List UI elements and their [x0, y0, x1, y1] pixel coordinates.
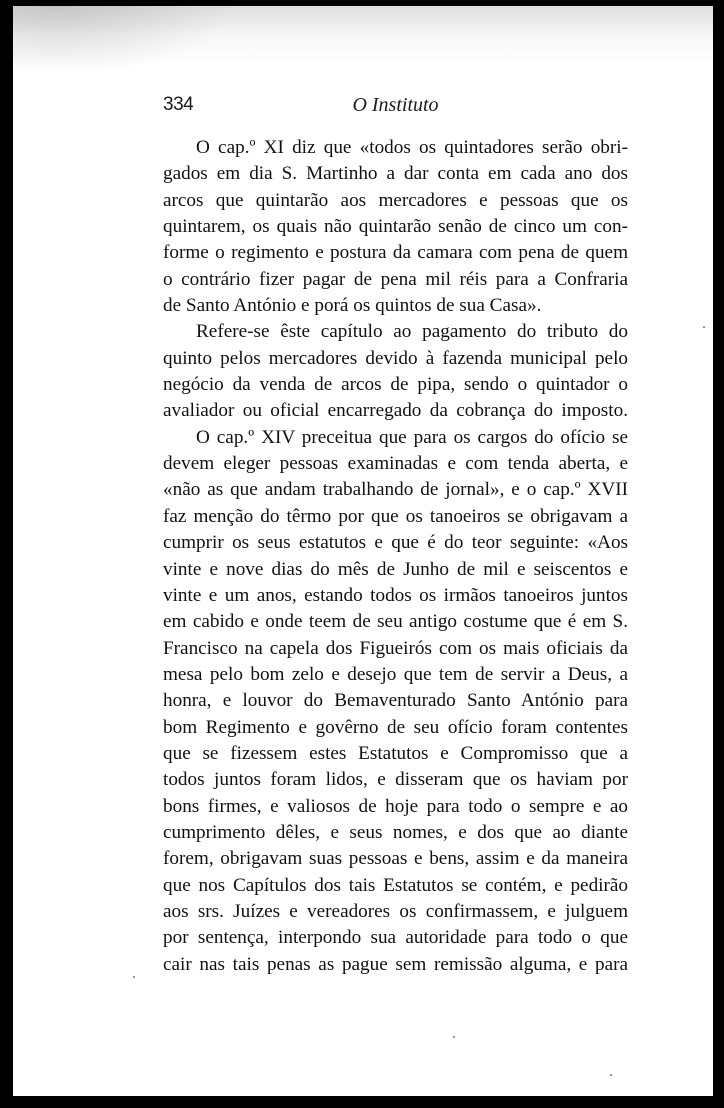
- text-line: faz menção do têrmo por que os tanoeiros se obrigavam a: [163, 505, 628, 527]
- scan-speck: [610, 1074, 612, 1076]
- scanned-page: [13, 6, 713, 1096]
- text-line: avaliador ou oficial encarregado da cobrança do imposto.: [163, 400, 628, 422]
- text-line: de Santo António e porá os quintos de sua Casa».: [163, 295, 542, 317]
- text-line: cumprir os seus estatutos e que é do teor seguinte: «Aos: [163, 532, 628, 554]
- text-line: honra, e louvor do Bemaventurado Santo António para: [163, 690, 628, 712]
- text-line: forme o regimento e postura da camara com pena de quem: [163, 242, 628, 264]
- text-line: forem, obrigavam suas pessoas e bens, assim e da maneira: [163, 848, 628, 870]
- running-title: O Instituto: [352, 94, 439, 116]
- text-line: por sentença, interpondo sua autoridade para todo o que: [163, 927, 628, 949]
- text-line: cumprimento dêles, e seus nomes, e dos que ao diante: [163, 821, 628, 843]
- text-line: quinto pelos mercadores devido à fazenda municipal pelo: [163, 347, 628, 369]
- scan-speck: [453, 1036, 455, 1038]
- text-line: bom Regimento e govêrno de seu ofício foram contentes: [163, 716, 628, 738]
- text-line: Refere-se êste capítulo ao pagamento do tributo do: [196, 321, 628, 343]
- text-line: cair nas tais penas as pague sem remissão alguma, e para: [163, 953, 628, 975]
- text-line: quintarem, os quais não quintarão senão de cinco um con-: [163, 216, 628, 238]
- text-line: aos srs. Juízes e vereadores os confirmassem, e julguem: [163, 900, 628, 922]
- text-line: que nos Capítulos dos tais Estatutos se contém, e pedirão: [163, 874, 628, 896]
- text-line: vinte e nove dias do mês de Junho de mil e seiscentos e: [163, 558, 628, 580]
- text-line: bons firmes, e valiosos de hoje para todo o sempre e ao: [163, 795, 628, 817]
- text-line: que se fizessem estes Estatutos e Compromisso que a: [163, 742, 628, 764]
- text-line: arcos que quintarão aos mercadores e pessoas que os: [163, 189, 628, 211]
- text-line: gados em dia S. Martinho a dar conta em cada ano dos: [163, 163, 628, 185]
- text-line: negócio da venda de arcos de pipa, sendo o quintador o: [163, 374, 628, 396]
- text-line: O cap.º XIV preceitua que para os cargos do ofício se: [196, 426, 628, 448]
- text-line: mesa pelo bom zelo e desejo que tem de servir a Deus, a: [163, 663, 628, 685]
- text-line: vinte e um anos, estando todos os irmãos tanoeiros juntos: [163, 584, 628, 606]
- text-line: O cap.º XI diz que «todos os quintadores serão obri-: [196, 137, 628, 158]
- text-line: Francisco na capela dos Figueirós com os mais oficiais da: [163, 637, 628, 659]
- page-header: [163, 94, 628, 124]
- body-text: [163, 135, 628, 978]
- text-line: o contrário fizer pagar de pena mil réis para a Confraria: [163, 268, 628, 290]
- scan-speck: [703, 326, 705, 328]
- text-line: em cabido e onde teem de seu antigo costume que é em S.: [163, 611, 628, 633]
- page-number: 334: [163, 94, 194, 115]
- text-line: todos juntos foram lidos, e disseram que os haviam por: [163, 769, 628, 791]
- text-line: devem eleger pessoas examinadas e com tenda aberta, e: [163, 453, 628, 475]
- scan-speck: [133, 976, 135, 978]
- text-line: «não as que andam trabalhando de jornal», e o cap.º XVII: [163, 479, 628, 501]
